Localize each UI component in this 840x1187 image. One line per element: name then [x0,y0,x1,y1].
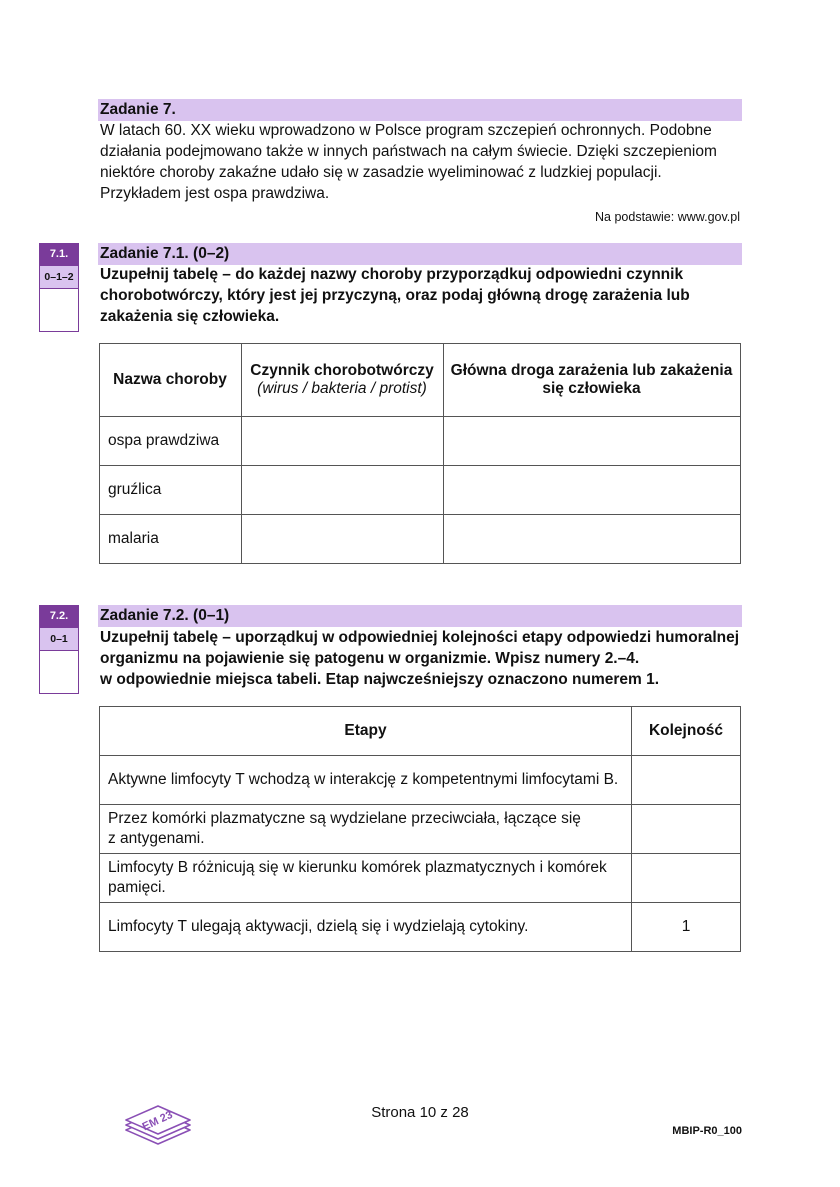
disease-table [99,343,741,564]
disease-name-cell: ospa prawdziwa [100,417,242,466]
task71-instruction-line: Uzupełnij tabelę – do każdej nazwy choroby przyporządkuj odpowiedni czynnik [100,266,684,283]
task71-title: Zadanie 7.1. (0–2) [98,243,742,265]
task72-instruction-line: w odpowiednie miejsca tabeli. Etap najwcześniejszy oznaczono numerem 1. [100,671,660,688]
table-row [100,854,741,903]
col-infection-route-line: się człowieka [542,380,641,397]
task7-intro-line: działania podejmowano także w innych państwach na całym świecie. Dzięki szczepieniom [100,143,717,160]
col-infection-route [444,344,741,417]
stage-cell [100,756,632,805]
order-answer-cell[interactable] [632,854,741,903]
col-order: Kolejność [632,707,741,756]
stage-text: z antygenami. [108,830,205,847]
task7-intro [100,120,740,204]
disease-name-cell: gruźlica [100,466,242,515]
task72-instruction-line: organizmu na pojawienie się patogenu w organizmie. Wpisz numery 2.–4. [100,650,640,667]
stage-cell [100,805,632,854]
route-answer-cell[interactable] [444,417,741,466]
page-number: Strona 10 z 28 [371,1104,469,1121]
table-row [100,417,741,466]
route-answer-cell[interactable] [444,515,741,564]
table-row [100,903,741,952]
order-answer-cell[interactable]: 1 [632,903,741,952]
cke-logo-text: EM 23 [140,1108,175,1134]
score-box-field [40,651,78,693]
table-header-row [100,344,741,417]
score-box-field [40,289,78,331]
col-pathogen-title: Czynnik chorobotwórczy [250,362,434,379]
score-box-number: 7.1. [40,244,78,265]
score-box-7-2 [39,605,79,694]
score-box-7-1 [39,243,79,332]
col-disease-name: Nazwa choroby [100,344,242,417]
task7-intro-line: niektóre choroby zakaźne udało się w zasadzie wyeliminować z ludzkiej populacji. [100,164,662,181]
pathogen-answer-cell[interactable] [242,417,444,466]
task7-intro-line: Przykładem jest ospa prawdziwa. [100,185,330,202]
route-answer-cell[interactable] [444,466,741,515]
stage-text: Limfocyty T ulegają aktywacji, dzielą się i wydzielają cytokiny. [108,918,529,935]
order-answer-cell[interactable] [632,805,741,854]
score-box-number: 7.2. [40,606,78,627]
score-box-points: 0–1 [40,627,78,651]
stage-cell [100,903,632,952]
stage-text: Aktywne limfocyty T wchodzą w interakcję z kompetentnymi limfocytami B. [108,771,619,788]
exam-code: MBIP-R0_100 [672,1125,742,1137]
col-pathogen-hint: (wirus / bakteria / protist) [257,380,427,397]
disease-name-cell: malaria [100,515,242,564]
task71-instruction-line: zakażenia się człowieka. [100,308,280,325]
table-row [100,515,741,564]
table-header-row [100,707,741,756]
task71-instruction [100,264,740,327]
order-answer-cell[interactable] [632,756,741,805]
task7-intro-line: W latach 60. XX wieku wprowadzono w Polsce program szczepień ochronnych. Podobne [100,122,712,139]
stage-text: Limfocyty B różnicują się w kierunku komórek plazmatycznych i komórek [108,859,607,876]
task71-instruction-line: chorobotwórczy, który jest jej przyczyną, oraz podaj główną drogę zarażenia lub [100,287,690,304]
task7-title: Zadanie 7. [98,99,742,121]
stage-cell [100,854,632,903]
task72-instruction [100,627,740,690]
col-pathogen [242,344,444,417]
task72-title: Zadanie 7.2. (0–1) [98,605,742,627]
task72-instruction-line: Uzupełnij tabelę – uporządkuj w odpowiedniej kolejności etapy odpowiedzi humoralnej [100,629,740,646]
table-row [100,466,741,515]
score-box-points: 0–1–2 [40,265,78,289]
col-infection-route-line: Główna droga zarażenia lub zakażenia [450,362,733,379]
pathogen-answer-cell[interactable] [242,466,444,515]
table-row [100,805,741,854]
stage-text: Przez komórki plazmatyczne są wydzielane przeciwciała, łączące się [108,810,581,827]
col-stages: Etapy [100,707,632,756]
stages-table [99,706,741,952]
pathogen-answer-cell[interactable] [242,515,444,564]
table-row [100,756,741,805]
task7-source: Na podstawie: www.gov.pl [595,210,740,224]
stage-text: pamięci. [108,879,166,896]
